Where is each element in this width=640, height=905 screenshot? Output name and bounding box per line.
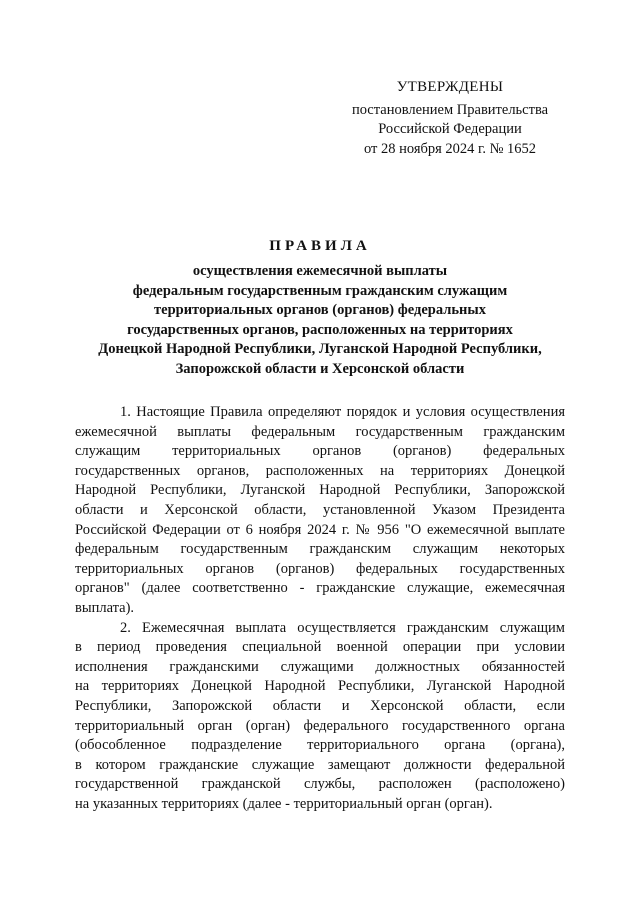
paragraph-line: федеральным государственным гражданским служащим некоторых bbox=[75, 541, 565, 558]
document-body bbox=[75, 403, 565, 814]
paragraph-line: на указанных территориях (далее - территориальный орган (орган). bbox=[75, 795, 493, 812]
paragraph-line: 2. Ежемесячная выплата осуществляется гражданским служащим bbox=[120, 619, 565, 636]
paragraph-line: выплата). bbox=[75, 599, 135, 616]
paragraph-1 bbox=[75, 403, 565, 619]
paragraph-line: служащим территориальных органов (органов) федеральных bbox=[75, 443, 565, 460]
paragraph-line: территориальных органов (органов) федеральных государственных bbox=[75, 560, 565, 577]
subtitle-line: осуществления ежемесячной выплаты bbox=[192, 263, 448, 279]
paragraph-line: Российской Федерации от 6 ноября 2024 г. № 956 "О ежемесячной выплате bbox=[75, 521, 565, 538]
paragraph-line: государственных органов, расположенных на территориях Донецкой bbox=[75, 462, 565, 479]
subtitle-line: Запорожской области и Херсонской области bbox=[175, 360, 465, 377]
paragraph-line: области и Херсонской области, установленной Указом Президента bbox=[75, 501, 565, 518]
approval-stamp bbox=[330, 78, 570, 159]
paragraph-line: государственной гражданской службы, расположен (расположено) bbox=[75, 776, 565, 793]
document-title: ПРАВИЛА bbox=[269, 238, 371, 254]
paragraph-2 bbox=[75, 619, 565, 815]
paragraph-line: Республики, Запорожской области и Херсонской области, если bbox=[75, 697, 565, 714]
paragraph-line: на территориях Донецкой Народной Республики, Луганской Народной bbox=[75, 678, 565, 695]
approval-line-2: Российской Федерации bbox=[378, 121, 522, 137]
approval-heading: УТВЕРЖДЕНЫ bbox=[396, 79, 504, 95]
paragraph-line: Народной Республики, Луганской Народной Республики, Запорожской bbox=[75, 482, 565, 499]
paragraph-line: (обособленное подразделение территориального органа (органа), bbox=[75, 737, 565, 754]
paragraph-line: исполнения гражданскими служащими должностных обязанностей bbox=[75, 658, 565, 675]
subtitle-line: территориальных органов (органов) федеральных bbox=[154, 302, 486, 319]
subtitle-line: федеральным государственным гражданским служащим bbox=[132, 282, 508, 299]
subtitle-line: Донецкой Народной Республики, Луганской Народной Республики, bbox=[98, 341, 542, 358]
paragraph-line: ежемесячной выплаты федеральным государственным гражданским bbox=[75, 423, 565, 440]
paragraph-line: органов" (далее соответственно - гражданские служащие, ежемесячная bbox=[75, 580, 565, 597]
approval-line-1: постановлением Правительства bbox=[351, 101, 549, 118]
paragraph-line: 1. Настоящие Правила определяют порядок и условия осуществления bbox=[120, 404, 565, 420]
paragraph-line: территориальный орган (орган) федерального государственного органа bbox=[75, 717, 565, 734]
document-subtitle bbox=[70, 262, 570, 380]
paragraph-line: в период проведения специальной военной операции при условии bbox=[75, 639, 565, 656]
paragraph-line: в котором гражданские служащие замещают должности федеральной bbox=[75, 756, 565, 773]
approval-line-3: от 28 ноября 2024 г. № 1652 bbox=[363, 140, 537, 157]
subtitle-line: государственных органов, расположенных на территориях bbox=[127, 321, 513, 338]
